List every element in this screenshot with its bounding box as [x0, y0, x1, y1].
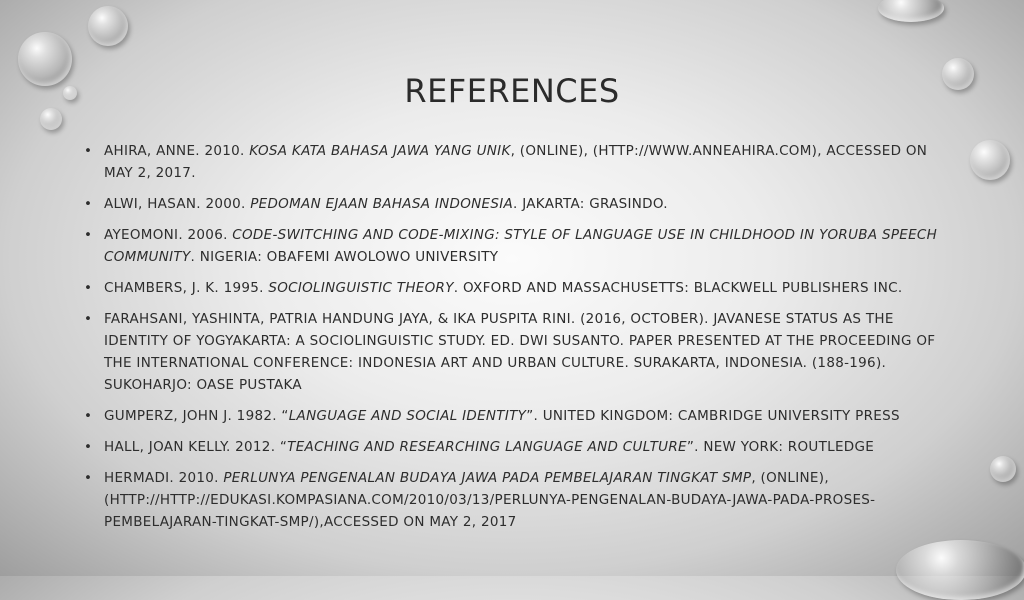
page-title: REFERENCES — [404, 72, 620, 110]
reference-item: • FARAHSANI, YASHINTA, PATRIA HANDUNG JAYA, & IKA PUSPITA RINI. (2016, OCTOBER). JAVANESE STATUS AS THE IDENTITY OF YOGYAKARTA: A SOCIOLINGUISTIC STUDY. ED. DWI SUSANTO. PAPER PRESENTED AT THE PROCEEDING OF THE INTERNATIONAL CONFERENCE: INDONESIA ART AND URBAN CULTURE. SURAKARTA, INDONESIA. (188-196). SUKOHARJO: OASE PUSTAKA — [84, 308, 944, 396]
water-drop-decoration — [88, 6, 128, 46]
reference-item: • AYEOMONI. 2006. CODE-SWITCHING AND CODE-MIXING: STYLE OF LANGUAGE USE IN CHILDHOOD IN YORUBA SPEECH COMMUNITY. NIGERIA: OBAFEMI AWOLOWO UNIVERSITY — [84, 224, 944, 268]
water-drop-decoration — [896, 540, 1024, 600]
water-drop-decoration — [990, 456, 1016, 482]
reference-item: • GUMPERZ, JOHN J. 1982. “LANGUAGE AND SOCIAL IDENTITY”. UNITED KINGDOM: CAMBRIDGE UNIVERSITY PRESS — [84, 405, 944, 427]
reference-item: • HERMADI. 2010. PERLUNYA PENGENALAN BUDAYA JAWA PADA PEMBELAJARAN TINGKAT SMP, (ONLINE), (HTTP://HTTP://EDUKASI.KOMPASIANA.COM/2010/03/13/PERLUNYA-PENGENALAN-BUDAYA-JAWA-PADA-PROSES-PEMBELAJARAN-TINGKAT-SMP/),ACCESSED ON MAY 2, 2017 — [84, 467, 944, 533]
water-drop-decoration — [878, 0, 944, 22]
reference-item: • ALWI, HASAN. 2000. PEDOMAN EJAAN BAHASA INDONESIA. JAKARTA: GRASINDO. — [84, 193, 944, 215]
reference-item: • HALL, JOAN KELLY. 2012. “TEACHING AND RESEARCHING LANGUAGE AND CULTURE”. NEW YORK: ROUTLEDGE — [84, 436, 944, 458]
water-drop-decoration — [970, 140, 1010, 180]
reference-list — [84, 140, 944, 542]
water-drop-decoration — [40, 108, 62, 130]
reference-item: • AHIRA, ANNE. 2010. KOSA KATA BAHASA JAWA YANG UNIK, (ONLINE), (HTTP://WWW.ANNEAHIRA.COM), ACCESSED ON MAY 2, 2017. — [84, 140, 944, 184]
reference-item: • CHAMBERS, J. K. 1995. SOCIOLINGUISTIC THEORY. OXFORD AND MASSACHUSETTS: BLACKWELL PUBLISHERS INC. — [84, 277, 944, 299]
